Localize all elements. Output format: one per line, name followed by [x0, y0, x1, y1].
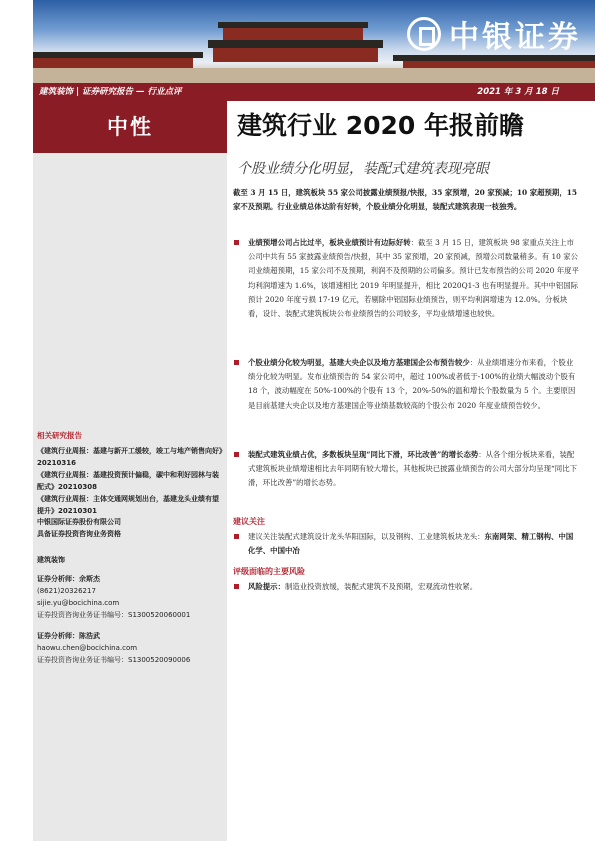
analyst-label: 证券分析师：: [37, 575, 79, 583]
risk-title: 评级面临的主要风险: [233, 567, 305, 576]
palace-roof-mid: [208, 40, 383, 48]
invest-title: 建议关注: [233, 517, 265, 526]
company-qualification: 具备证券投资咨询业务资格: [37, 530, 121, 538]
related-item[interactable]: 《建筑行业周报：基建与新开工缓较，竣工与地产销售向好》20210316: [37, 447, 223, 467]
report-date: 2021 年 3 月 18 日: [477, 87, 559, 97]
invest-text: 建议关注装配式建筑设计龙头华阳国际，以及钢构、工业建筑板块龙头：: [248, 532, 485, 541]
analyst-email[interactable]: sijie.yu@bocichina.com: [37, 599, 120, 607]
courtyard: [33, 68, 595, 83]
palace-wall-mid: [213, 48, 378, 62]
invest-item: [233, 530, 579, 558]
bullet-heading: 个股业绩分化较为明显，基建大央企以及地方基建国企公布预告较少: [248, 358, 470, 367]
analyst-phone: (8621)20326217: [37, 587, 96, 595]
related-item[interactable]: 《建筑行业周报：主体交通网规划出台，基建龙头业绩有望提升》20210301: [37, 495, 219, 515]
bullet-square-icon: [234, 534, 239, 539]
bullet-body: ：截至 3 月 15 日，建筑板块 98 家重点关注上市公司中共有 55 家披露业绩预告/快报，其中 35 家预增，20 家预减，预增公司数量稍多。有 10 家公司业绩超预期，15 家公司不及预期，利润不及预期的公司偏多。预计已发布预告的公司 2020 年度平均利润增速为 1.6%，该增速相比 2019 年明显提升，相比 2020Q1-3 也有明显提升。其中中铝国际预计 2020 年度亏损 17-19 亿元，若剔除中铝国际业绩预告，则平均利润增速为 12.0%。分板块看，设计、装配式建筑板块公布业绩预告的公司较多，平均业绩增速也较快。: [248, 238, 579, 319]
palace-wall-top: [223, 28, 363, 40]
bullet-item: [233, 356, 579, 413]
report-title: 建筑行业 2020 年报前瞻: [237, 111, 524, 140]
header-banner: [33, 0, 595, 83]
analyst-name: 余斯杰: [79, 575, 100, 583]
analyst-2: [37, 630, 225, 666]
analyst-cert: 证券投资咨询业务证书编号：S1300520090006: [37, 656, 191, 664]
brand-logo: [407, 12, 581, 56]
company-name: 中银国际证券股份有限公司: [37, 518, 121, 526]
analyst-email[interactable]: haowu.chen@bocichina.com: [37, 644, 138, 652]
bullet-square-icon: [234, 360, 239, 365]
risk-item: [233, 580, 579, 594]
industry-label: 建筑装饰: [37, 556, 65, 564]
company-info: [37, 516, 225, 540]
bullet-heading: 装配式建筑业绩占优，多数板块呈现“同比下滑，环比改善”的增长态势: [248, 450, 479, 459]
risk-heading: 风险提示：: [248, 582, 285, 591]
rating-badge: 中性: [33, 101, 227, 153]
bullet-item: [233, 448, 579, 491]
header-bar: [33, 83, 595, 101]
report-subtitle: 个股业绩分化明显，装配式建筑表现亮眼: [237, 161, 489, 177]
analyst-cert: 证券投资咨询业务证书编号：S1300520060001: [37, 611, 191, 619]
side-wall-left: [33, 58, 193, 68]
related-title: 相关研究报告: [37, 431, 82, 440]
related-reports: [37, 430, 225, 517]
report-category: 建筑装饰 | 证券研究报告 — 行业点评: [39, 87, 182, 97]
bullet-square-icon: [234, 452, 239, 457]
risk-text: 制造业投资放缓，装配式建筑不及预期，宏观流动性收紧。: [284, 582, 478, 591]
related-item[interactable]: 《建筑行业周报：基建投资预计偏稳，碳中和利好园林与装配式》20210308: [37, 471, 219, 491]
analyst-name: 陈浩武: [79, 632, 100, 640]
invest-names: 东南网架、精工钢构、中国化学、中国中冶: [248, 532, 574, 556]
lead-paragraph: 截至 3 月 15 日，建筑板块 55 家公司披露业绩预报/快报，35 家预增，20 家预减；10 家超预期，15 家不及预期。行业业绩总体达阶有好转，个股业绩分化明显，装配式建筑表现一枝独秀。: [233, 188, 577, 212]
bullet-item: [233, 236, 579, 321]
boc-logo-icon: [407, 17, 441, 51]
bullet-body: ：从各个细分板块来看，装配式建筑板块业绩增速相比去年同期有较大增长，其他板块已披露业绩预告的公司大部分均呈现“同比下滑，环比改善”的增长态势。: [248, 450, 577, 488]
analyst-1: [37, 573, 225, 621]
bullet-square-icon: [234, 584, 239, 589]
bullet-square-icon: [234, 240, 239, 245]
analyst-label: 证券分析师：: [37, 632, 79, 640]
brand-name: 中银证券: [449, 20, 581, 55]
bullet-heading: 业绩预增公司占比过半，板块业绩预计有边际好转: [248, 238, 411, 247]
bullet-body: ：从业绩增速分布来看，个股业绩分化较为明显。发布业绩预告的 54 家公司中，超过 100%或者低于-100%的业绩大幅波动个股有 18 个，波动幅度在 50%-100%的个股有 13 个，20%-50%的温和增长个股数量为 5 个。主要原因是目前基建大央企以及地方基建国企等业绩基数较高的个股公布 2020 年度业绩预告较少。: [248, 358, 576, 410]
